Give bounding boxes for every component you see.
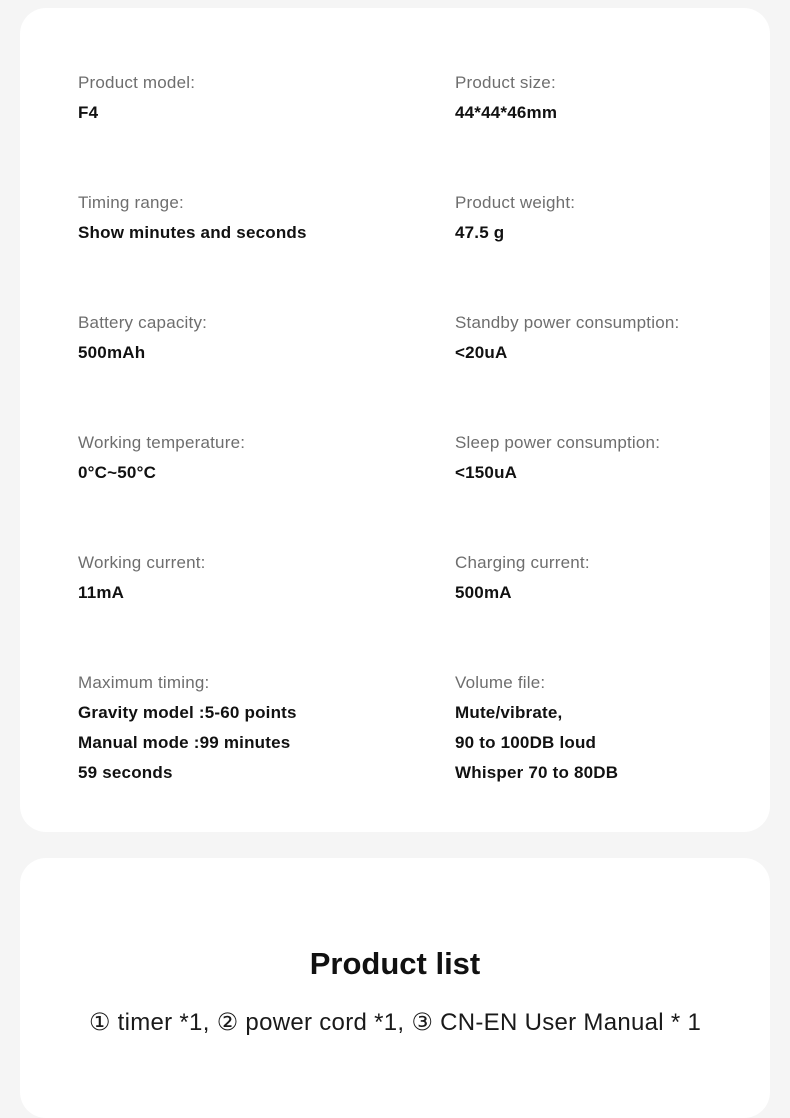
spec-standby-power	[455, 308, 679, 368]
spec-value: Show minutes and seconds	[78, 223, 307, 242]
spec-maximum-timing	[78, 668, 297, 788]
spec-value: 44*44*46mm	[455, 103, 558, 122]
spec-label: Product weight:	[455, 193, 576, 212]
spec-value: <20uA	[455, 343, 508, 362]
product-list-content: ① timer *1, ② power cord *1, ③ CN-EN User Manual * 1	[88, 1009, 702, 1036]
spec-label: Volume file:	[455, 673, 546, 692]
specs-card	[20, 8, 770, 832]
spec-value: 500mAh	[78, 343, 146, 362]
spec-label: Working current:	[78, 553, 206, 572]
spec-volume-file	[455, 668, 618, 788]
spec-charging-current	[455, 548, 590, 608]
spec-label: Sleep power consumption:	[455, 433, 661, 452]
spec-timing-range	[78, 188, 307, 248]
spec-working-current	[78, 548, 206, 608]
product-list-title: Product list	[309, 946, 481, 981]
spec-label: Product model:	[78, 73, 196, 92]
spec-label: Timing range:	[78, 193, 184, 212]
spec-product-model	[78, 68, 195, 128]
spec-value: 11mA	[78, 583, 125, 602]
spec-value: Mute/vibrate, 90 to 100DB loud Whisper 70 to 80DB	[455, 703, 619, 782]
spec-label: Maximum timing:	[78, 673, 210, 692]
spec-value: 47.5 g	[455, 223, 505, 242]
spec-label: Product size:	[455, 73, 556, 92]
spec-value: <150uA	[455, 463, 518, 482]
spec-product-size	[455, 68, 557, 128]
spec-value: F4	[78, 103, 99, 122]
spec-value: Gravity model :5-60 points Manual mode :99 minutes 59 seconds	[78, 703, 297, 782]
spec-label: Charging current:	[455, 553, 590, 572]
spec-battery-capacity	[78, 308, 207, 368]
spec-product-weight	[455, 188, 575, 248]
spec-label: Working temperature:	[78, 433, 246, 452]
spec-label: Standby power consumption:	[455, 313, 680, 332]
spec-sleep-power	[455, 428, 660, 488]
spec-working-temperature	[78, 428, 245, 488]
spec-label: Battery capacity:	[78, 313, 208, 332]
spec-value: 500mA	[455, 583, 512, 602]
product-list-card	[20, 858, 770, 1118]
spec-value: 0°C~50°C	[78, 463, 157, 482]
